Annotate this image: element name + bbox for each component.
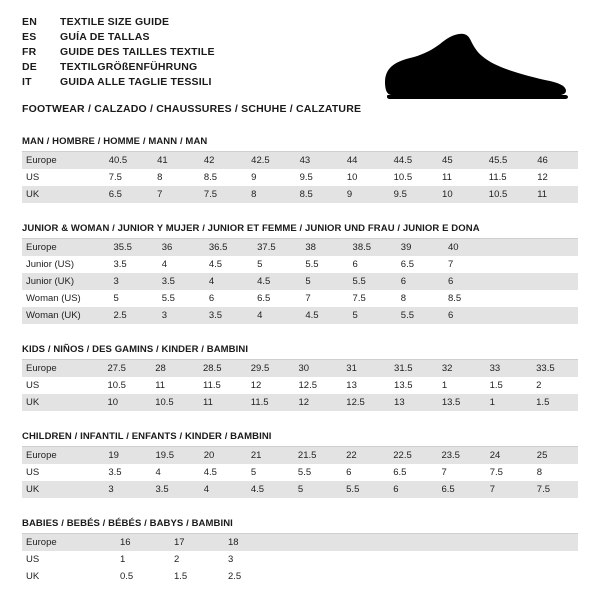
size-cell: 19 <box>102 447 149 464</box>
size-cell: 1 <box>484 394 531 411</box>
table-row <box>22 534 578 551</box>
size-cell: 4 <box>155 467 161 478</box>
size-cell: 44 <box>341 152 388 169</box>
size-cell-empty <box>276 534 578 551</box>
size-cell: 4.5 <box>203 467 217 478</box>
size-cell: 6.5 <box>103 186 151 203</box>
size-cell: 2 <box>174 554 180 565</box>
size-cell-empty <box>533 290 578 307</box>
table-row <box>22 169 578 186</box>
table-row <box>22 464 578 481</box>
size-cell: 7.5 <box>489 467 503 478</box>
size-cell: 4 <box>198 481 245 498</box>
language-row <box>22 61 215 76</box>
size-cell-empty <box>276 568 578 585</box>
size-cell: 33.5 <box>530 360 578 377</box>
size-cell: 4.5 <box>208 259 223 270</box>
size-cell: 5 <box>113 293 119 304</box>
size-cell: 31 <box>340 360 388 377</box>
row-label: US <box>26 172 40 183</box>
size-cell: 37.5 <box>251 239 299 256</box>
size-cell: 3.5 <box>156 273 203 290</box>
size-cell: 40.5 <box>103 152 151 169</box>
size-cell: 36.5 <box>203 239 251 256</box>
row-label: UK <box>22 186 103 203</box>
size-cell: 4 <box>203 273 251 290</box>
size-cell: 4.5 <box>299 307 346 324</box>
table-row <box>22 377 578 394</box>
size-cell-empty <box>489 256 533 273</box>
size-cell: 6 <box>387 481 435 498</box>
size-cell: 40 <box>442 239 489 256</box>
size-cell: 13.5 <box>394 380 413 391</box>
size-cell: 11 <box>442 172 452 183</box>
language-row <box>22 46 215 61</box>
size-cell: 9 <box>251 172 257 183</box>
group-title: JUNIOR & WOMAN / JUNIOR Y MUJER / JUNIOR ET FEMME / JUNIOR UND FRAU / JUNIOR E DONA <box>22 223 480 234</box>
size-cell: 5.5 <box>161 293 175 304</box>
size-cell: 38.5 <box>347 239 395 256</box>
size-cell: 11.5 <box>245 394 293 411</box>
size-cell: 21.5 <box>292 447 340 464</box>
size-cell: 8.5 <box>294 186 341 203</box>
size-cell: 5.5 <box>395 307 442 324</box>
table-row <box>22 152 578 169</box>
size-cell: 42 <box>198 152 245 169</box>
size-cell: 29.5 <box>245 360 293 377</box>
size-cell: 32 <box>436 360 484 377</box>
size-cell: 46 <box>531 152 578 169</box>
language-code: DE <box>22 61 37 73</box>
row-label: Europe <box>22 152 103 169</box>
size-cell: 4 <box>161 259 168 270</box>
size-cell-empty <box>533 273 578 290</box>
size-cell: 8 <box>536 467 543 478</box>
table-row <box>22 481 578 498</box>
row-label: UK <box>22 394 101 411</box>
size-table-body <box>22 360 578 411</box>
row-label: UK <box>22 481 102 498</box>
language-code: ES <box>22 31 37 43</box>
size-cell: 7.5 <box>198 186 245 203</box>
row-label: Europe <box>22 534 114 551</box>
size-cell: 10 <box>346 172 358 183</box>
size-cell: 5.5 <box>340 481 387 498</box>
size-cell: 28.5 <box>197 360 245 377</box>
size-cell: 45.5 <box>483 152 531 169</box>
size-cell: 6 <box>395 273 442 290</box>
size-cell: 7.5 <box>352 293 366 304</box>
size-cell: 39 <box>395 239 442 256</box>
size-table-man <box>22 152 578 203</box>
size-cell: 3 <box>156 307 203 324</box>
size-group-children <box>22 431 578 498</box>
size-cell: 6 <box>352 259 358 270</box>
table-row <box>22 360 578 377</box>
size-table-body <box>22 239 578 324</box>
size-cell: 11.5 <box>488 172 507 183</box>
footwear-category-title: FOOTWEAR / CALZADO / CHAUSSURES / SCHUHE / CALZATURE <box>22 103 362 115</box>
size-group-kids <box>22 344 578 411</box>
size-cell: 7 <box>441 467 447 478</box>
size-group-man <box>22 136 578 203</box>
size-cell: 10.5 <box>483 186 531 203</box>
size-cell: 36 <box>156 239 203 256</box>
size-cell: 18 <box>222 534 276 551</box>
size-cell: 12.5 <box>340 394 388 411</box>
size-cell: 12 <box>293 394 341 411</box>
size-cell: 42.5 <box>245 152 293 169</box>
size-cell: 7 <box>447 259 454 270</box>
size-cell: 5.5 <box>297 467 312 478</box>
language-row <box>22 31 215 46</box>
table-row <box>22 273 578 290</box>
size-cell: 8.5 <box>447 293 462 304</box>
size-cell: 1 <box>441 380 448 391</box>
group-title: BABIES / BEBÉS / BÉBÉS / BABYS / BAMBINI <box>22 518 233 529</box>
size-cell: 1.5 <box>530 394 578 411</box>
size-cell: 2 <box>536 380 542 391</box>
language-code: IT <box>22 76 32 88</box>
row-label: Junior (US) <box>26 259 75 270</box>
size-cell: 4 <box>251 307 299 324</box>
size-cell: 3 <box>102 481 149 498</box>
size-cell: 44.5 <box>388 152 436 169</box>
dress-shoe-icon <box>380 32 570 102</box>
table-row <box>22 186 578 203</box>
language-code: FR <box>22 46 37 58</box>
size-cell: 12 <box>250 380 262 391</box>
size-cell: 13.5 <box>436 394 484 411</box>
size-cell: 16 <box>114 534 168 551</box>
size-cell-empty <box>489 239 533 256</box>
size-cell: 5.5 <box>305 259 319 270</box>
group-title: KIDS / NIÑOS / DES GAMINS / KINDER / BAMBINI <box>22 344 249 355</box>
size-cell: 12.5 <box>298 380 318 391</box>
size-cell: 10 <box>436 186 483 203</box>
size-cell: 8 <box>245 186 293 203</box>
size-cell-empty <box>533 307 578 324</box>
size-cell: 0.5 <box>120 571 134 582</box>
size-cell: 3.5 <box>203 307 251 324</box>
size-cell: 35.5 <box>107 239 155 256</box>
size-cell-empty <box>533 256 578 273</box>
size-cell: 8 <box>400 293 407 304</box>
size-cell: 2.5 <box>228 571 242 582</box>
language-title: GUIDE DES TAILLES TEXTILE <box>60 46 215 58</box>
language-title: GUIDA ALLE TAGLIE TESSILI <box>60 76 212 88</box>
size-cell: 10.5 <box>107 380 126 391</box>
row-label: US <box>26 554 40 565</box>
size-cell: 33 <box>484 360 531 377</box>
size-cell: 11 <box>531 186 578 203</box>
row-label: Woman (UK) <box>22 307 107 324</box>
language-title-list <box>22 16 215 91</box>
size-cell: 6.5 <box>257 293 271 304</box>
table-row <box>22 551 578 568</box>
size-cell: 22 <box>340 447 387 464</box>
size-cell: 7 <box>484 481 531 498</box>
row-label: Europe <box>22 360 101 377</box>
size-cell: 25 <box>531 447 578 464</box>
table-row <box>22 307 578 324</box>
size-cell: 38 <box>299 239 346 256</box>
size-cell: 2.5 <box>107 307 155 324</box>
size-cell: 6 <box>208 293 215 304</box>
row-label: US <box>26 380 40 391</box>
size-cell: 11 <box>155 380 166 391</box>
language-code: EN <box>22 16 37 28</box>
size-cell: 7.5 <box>531 481 578 498</box>
size-cell: 11.5 <box>202 380 221 391</box>
size-cell: 13 <box>388 394 436 411</box>
language-title: TEXTILGRÖßENFÜHRUNG <box>60 61 198 73</box>
size-cell-empty <box>489 273 533 290</box>
size-cell: 30 <box>293 360 341 377</box>
size-table-kids <box>22 360 578 411</box>
size-cell: 6 <box>442 307 489 324</box>
row-label: UK <box>26 571 40 582</box>
size-cell-empty <box>489 290 533 307</box>
size-cell: 7 <box>151 186 198 203</box>
size-cell: 3.5 <box>149 481 197 498</box>
size-cell: 10 <box>101 394 149 411</box>
size-cell: 1 <box>120 554 126 565</box>
size-cell: 4.5 <box>245 481 292 498</box>
size-cell: 24 <box>484 447 531 464</box>
group-title: CHILDREN / INFANTIL / ENFANTS / KINDER / BAMBINI <box>22 431 272 442</box>
size-cell: 41 <box>151 152 198 169</box>
size-cell: 12 <box>537 172 548 183</box>
size-cell: 4.5 <box>251 273 299 290</box>
size-cell: 7.5 <box>108 172 122 183</box>
size-cell: 6 <box>442 273 489 290</box>
size-table-babies <box>22 534 578 585</box>
size-cell: 5.5 <box>347 273 395 290</box>
size-cell: 3 <box>107 273 155 290</box>
size-cell: 3.5 <box>113 259 127 270</box>
row-label: US <box>26 467 40 478</box>
size-cell: 6.5 <box>393 467 407 478</box>
size-cell: 5 <box>292 481 340 498</box>
size-cell-empty <box>276 551 578 568</box>
size-table-junior-woman <box>22 239 578 324</box>
size-cell: 5 <box>257 259 263 270</box>
size-cell: 43 <box>294 152 341 169</box>
size-cell: 1.5 <box>489 380 503 391</box>
size-cell: 3 <box>228 554 234 565</box>
language-row <box>22 16 215 31</box>
size-cell-empty <box>489 307 533 324</box>
row-label: Junior (UK) <box>22 273 107 290</box>
row-label: Europe <box>22 447 102 464</box>
size-cell: 31.5 <box>388 360 436 377</box>
table-row <box>22 394 578 411</box>
size-cell: 7 <box>305 293 311 304</box>
size-group-junior-woman <box>22 223 578 324</box>
size-cell: 19.5 <box>149 447 197 464</box>
size-cell-empty <box>533 239 578 256</box>
size-table-body <box>22 534 578 585</box>
size-cell: 9 <box>341 186 388 203</box>
size-cell: 9.5 <box>388 186 436 203</box>
size-cell: 13 <box>346 380 357 391</box>
size-cell: 45 <box>436 152 483 169</box>
size-cell: 22.5 <box>387 447 435 464</box>
size-cell: 5 <box>347 307 395 324</box>
size-cell: 6.5 <box>435 481 483 498</box>
size-cell: 5 <box>299 273 346 290</box>
size-cell: 3.5 <box>108 467 122 478</box>
size-table-children <box>22 447 578 498</box>
size-cell: 11 <box>197 394 245 411</box>
size-cell: 21 <box>245 447 292 464</box>
table-row <box>22 239 578 256</box>
row-label: Woman (US) <box>26 293 81 304</box>
table-row <box>22 568 578 585</box>
language-title-list-body <box>22 16 215 91</box>
size-cell: 9.5 <box>299 172 313 183</box>
size-group-babies <box>22 518 578 585</box>
size-cell: 20 <box>198 447 245 464</box>
language-row <box>22 76 215 91</box>
size-cell: 17 <box>168 534 222 551</box>
size-cell: 1.5 <box>174 571 188 582</box>
group-title: MAN / HOMBRE / HOMME / MANN / MAN <box>22 136 208 147</box>
table-row <box>22 290 578 307</box>
size-table-body <box>22 152 578 203</box>
table-row <box>22 256 578 273</box>
size-cell: 10.5 <box>393 172 413 183</box>
size-cell: 27.5 <box>101 360 149 377</box>
row-label: Europe <box>22 239 107 256</box>
size-cell: 8 <box>157 172 163 183</box>
page-header <box>22 16 578 116</box>
size-cell: 8.5 <box>203 172 218 183</box>
size-table-body <box>22 447 578 498</box>
language-title: TEXTILE SIZE GUIDE <box>60 16 170 28</box>
size-cell: 23.5 <box>435 447 483 464</box>
size-cell: 10.5 <box>149 394 197 411</box>
language-title: GUÍA DE TALLAS <box>60 31 150 43</box>
table-row <box>22 447 578 464</box>
size-cell: 28 <box>149 360 197 377</box>
size-cell: 5 <box>250 467 257 478</box>
size-cell: 6 <box>346 467 352 478</box>
size-cell: 6.5 <box>400 259 414 270</box>
